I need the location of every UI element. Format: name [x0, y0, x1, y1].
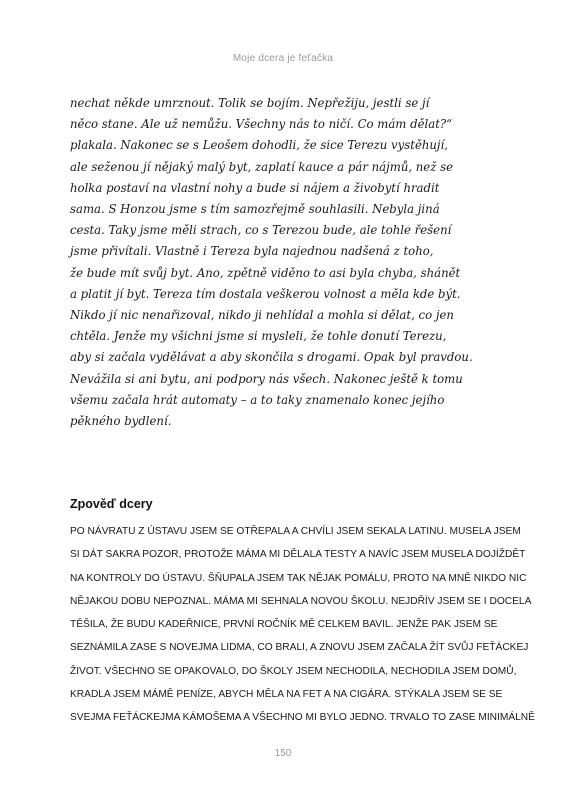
- letter-line: Nikdo jí nic nenařizoval, nikdo ji nehlídal a mohla si dělat, co jen: [70, 308, 454, 323]
- letter-line: pěkného bydlení.: [70, 414, 172, 429]
- letter-line: chtěla. Jenže my všichni jsme si mysleli, že tohle donutí Terezu,: [70, 329, 447, 344]
- letter-line: holka postaví na vlastní nohy a bude si nájem a živobytí hradit: [70, 180, 440, 195]
- section-heading: Zpověď dcery: [70, 497, 153, 511]
- body-line: NĚJAKOU DOBU NEPOZNAL. MÁMA MI SEHNALA NOVOU ŠKOLU. NEJDŘÍV JSEM SE I DOCELA: [70, 595, 532, 607]
- body-line: SEZNÁMILA ZASE S NOVEJMA LIDMA, CO BRALI, A ZNOVU JSEM ZAČALA ŽÍT SVŮJ FEŤÁCKEJ: [70, 642, 529, 654]
- letter-line: že bude mít svůj byt. Ano, zpětně viděno to asi byla chyba, shánět: [70, 265, 461, 280]
- letter-line: něco stane. Ale už nemůžu. Všechny nás to ničí. Co mám dělat?“: [70, 117, 453, 132]
- letter-line: nechat někde umrznout. Tolik se bojím. Nepřežiju, jestli se jí: [70, 96, 430, 110]
- page-number: 150: [274, 748, 292, 759]
- letter-line: plakala. Nakonec se s Leošem dohodli, že sice Terezu vystěhují,: [70, 138, 448, 153]
- body-line: ŽIVOT. VŠECHNO SE OPAKOVALO, DO ŠKOLY JSEM NECHODILA, NECHODILA JSEM DOMŮ,: [70, 665, 517, 677]
- letter-line: sama. S Honzou jsme s tím samozřejmě souhlasili. Nebyla jiná: [70, 202, 440, 217]
- body-line: NA KONTROLY DO ÚSTAVU. ŠŇUPALA JSEM TAK NĚJAK POMÁLU, PROTO NA MNĚ NIKDO NIC: [70, 572, 527, 584]
- body-line: PO NÁVRATU Z ÚSTAVU JSEM SE OTŘEPALA A CHVÍLI JSEM SEKALA LATINU. MUSELA JSEM: [70, 526, 521, 537]
- body-line: SI DÁT SAKRA POZOR, PROTOŽE MÁMA MI DĚLALA TESTY A NAVÍC JSEM MUSELA DOJÍŽDĚT: [70, 549, 526, 561]
- letter-line: Nevážila si ani bytu, ani podpory nás všech. Nakonec ještě k tomu: [70, 371, 463, 386]
- handwritten-letter: [70, 93, 510, 432]
- letter-line: a platit jí byt. Tereza tím dostala veškerou volnost a měla kde být.: [70, 286, 461, 301]
- body-line: KRADLA JSEM MÁMĚ PENÍZE, ABYCH MĚLA NA FET A NA CIGÁRA. STÝKALA JSEM SE SE: [70, 689, 503, 701]
- letter-line: cesta. Taky jsme měli strach, co s Terezou bude, ale tohle řešení: [70, 223, 452, 238]
- letter-line: aby si začala vydělávat a aby skončila s drogami. Opak byl pravdou.: [70, 350, 473, 365]
- letter-line: ale seženou jí nějaký malý byt, zaplatí kauce a pár nájmů, než se: [70, 159, 454, 174]
- body-line: SVEJMA FEŤÁCKEJMA KÁMOŠEMA A VŠECHNO MI BYLO JEDNO. TRVALO TO ZASE MINIMÁLNĚ: [70, 712, 535, 724]
- section-body: [70, 520, 535, 730]
- letter-line: všemu začala hrát automaty – a to taky znamenalo konec jejího: [70, 392, 445, 407]
- letter-line: jsme přivítali. Vlastně i Tereza byla najednou nadšená z toho,: [70, 244, 434, 259]
- running-header: Moje dcera je feťačka: [232, 53, 334, 64]
- body-line: TĚŠILA, ŽE BUDU KADEŘNICE, PRVNÍ ROČNÍK MĚ CELKEM BAVIL. JENŽE PAK JSEM SE: [70, 619, 498, 631]
